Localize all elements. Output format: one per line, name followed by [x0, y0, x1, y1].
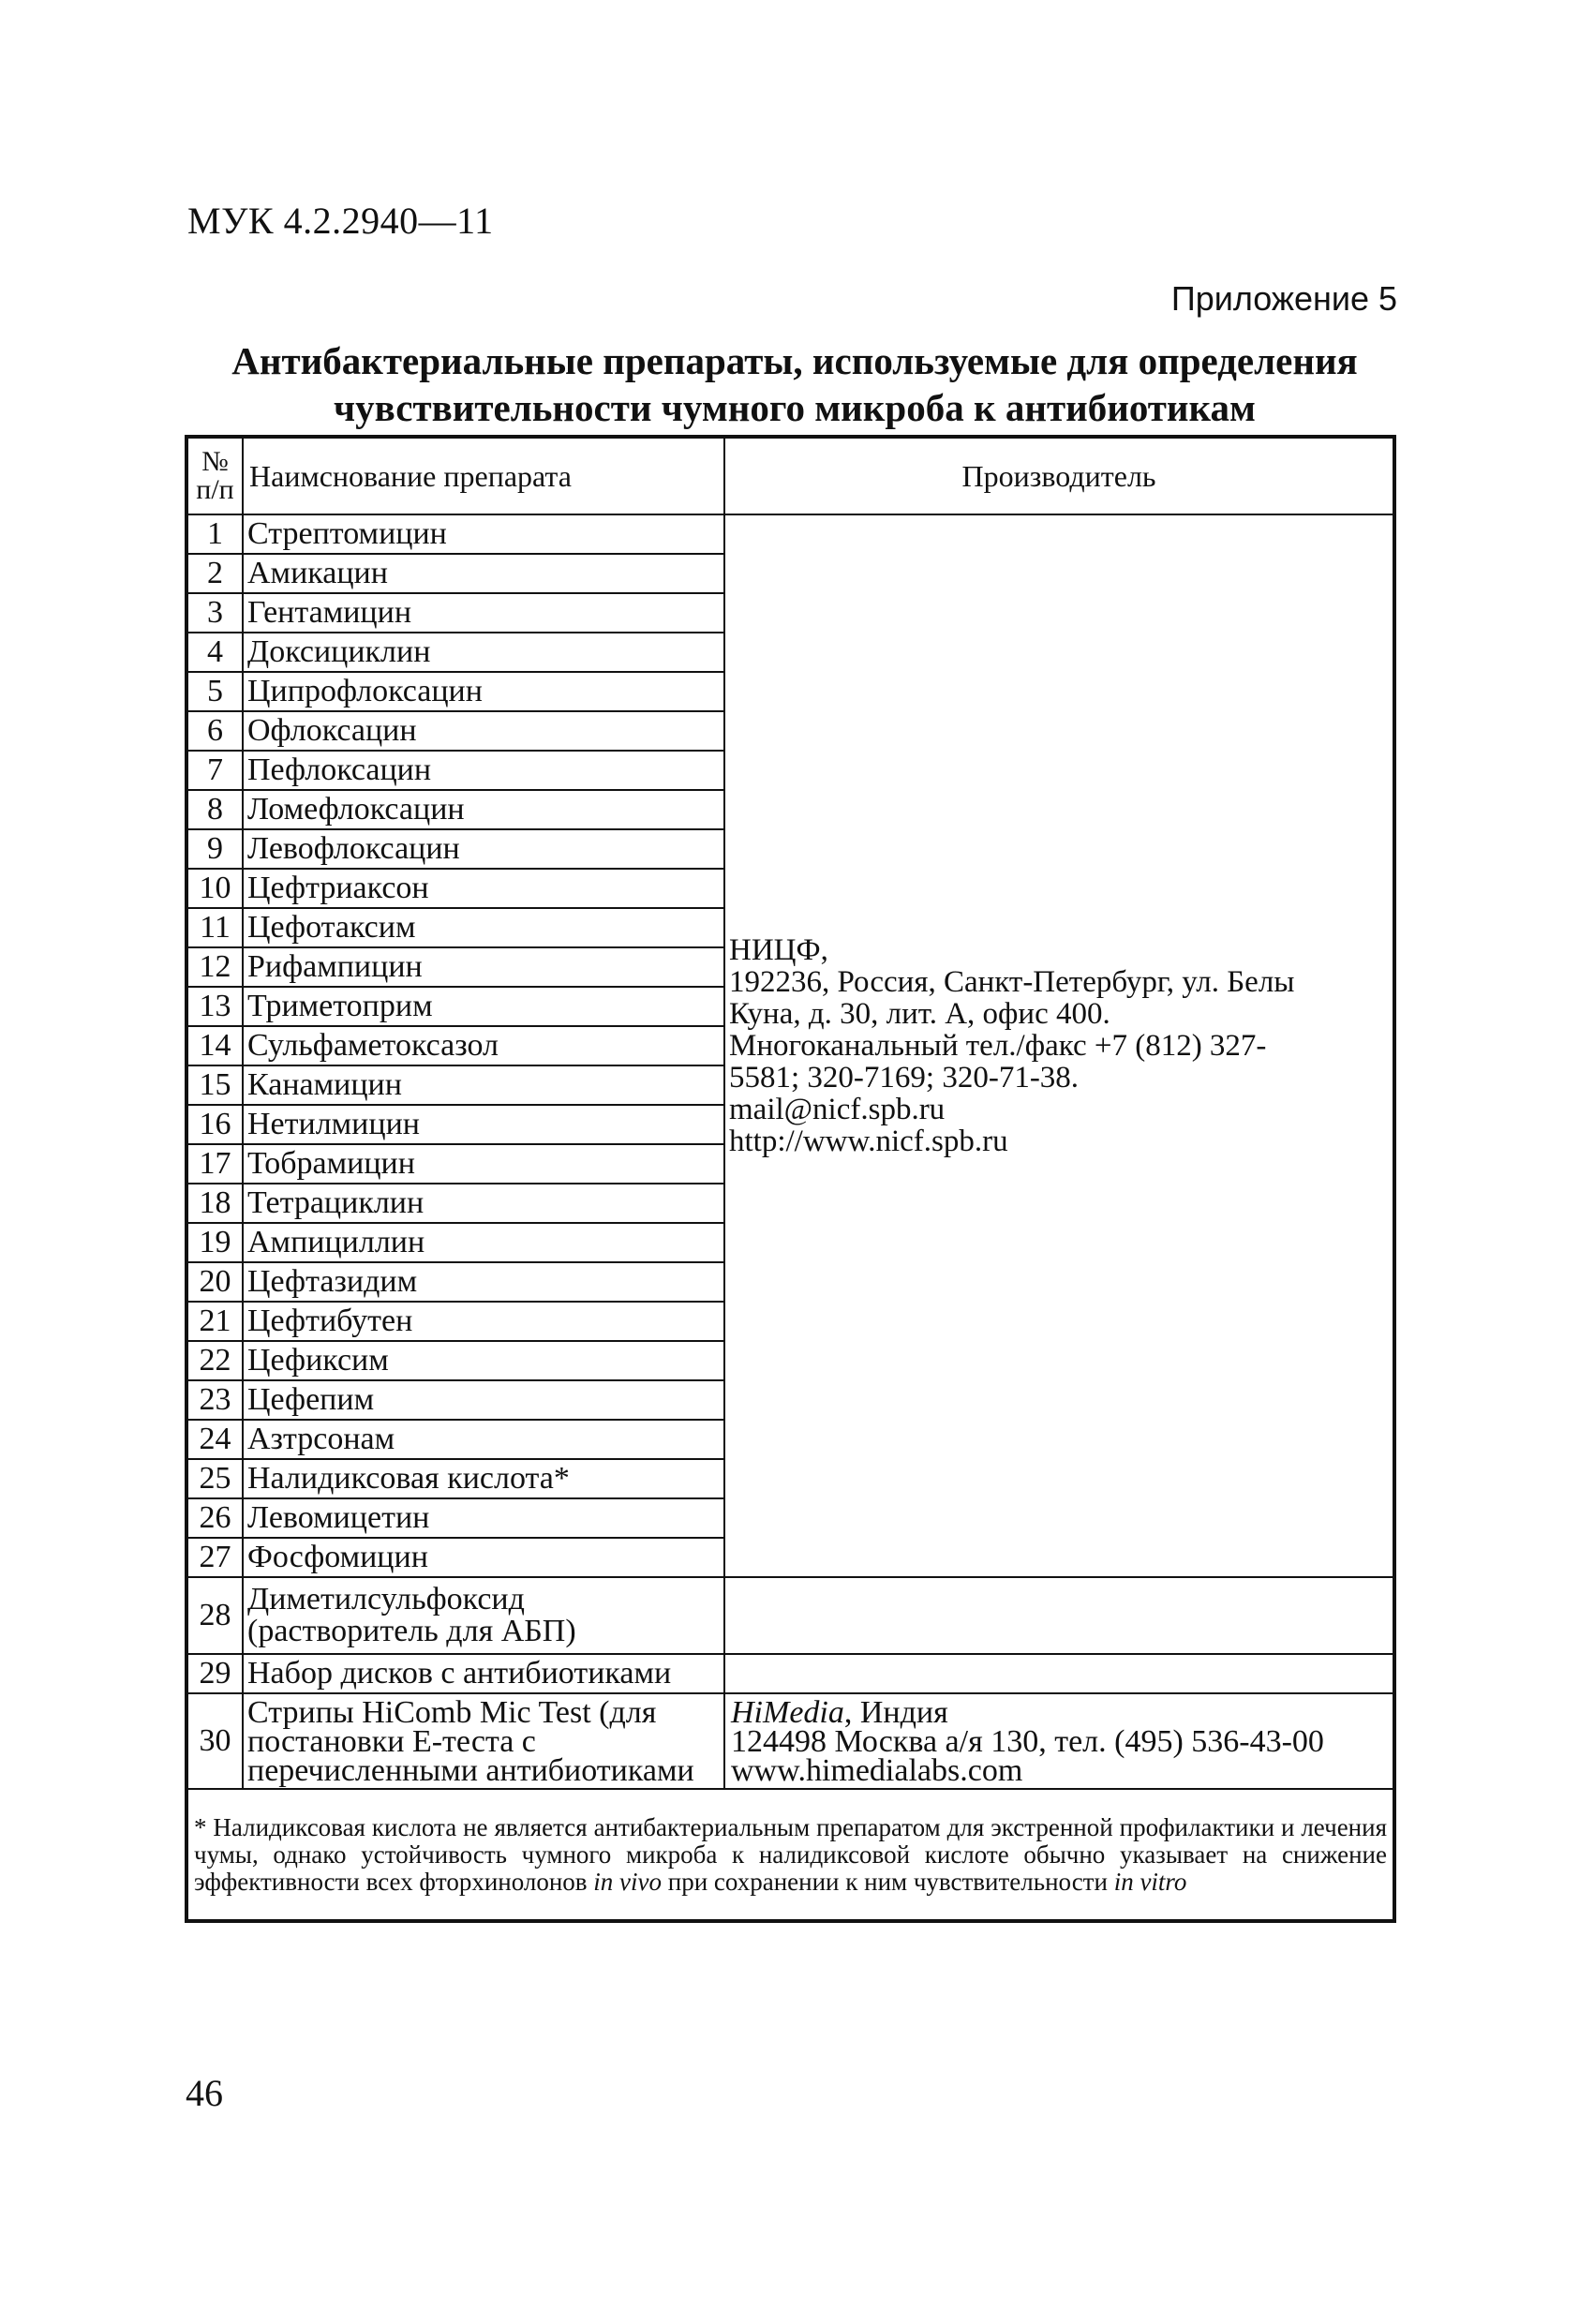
- footnote-in-vivo: in vivo: [593, 1867, 663, 1896]
- row-number: 6: [186, 711, 243, 751]
- row-name: Нетилмицин: [243, 1105, 724, 1144]
- row-number: 5: [186, 672, 243, 711]
- manufacturer-nicf: [724, 514, 1394, 1577]
- row-name: Цефиксим: [243, 1341, 724, 1380]
- row-name: Набор дисков с антибиотиками: [243, 1654, 724, 1693]
- row-name: Диметилсульфоксид (растворитель для АБП): [243, 1577, 724, 1654]
- row-name: Ломефлоксацин: [243, 790, 724, 829]
- row-name: Цефтазидим: [243, 1262, 724, 1302]
- row-name: Доксициклин: [243, 633, 724, 672]
- row-number: 18: [186, 1184, 243, 1223]
- row-number: 10: [186, 869, 243, 908]
- row-number: 4: [186, 633, 243, 672]
- row-number: 12: [186, 947, 243, 987]
- table-footnote-row: [186, 1789, 1394, 1921]
- column-header-number: [186, 437, 243, 514]
- row-name: Цефтибутен: [243, 1302, 724, 1341]
- row-number: 24: [186, 1420, 243, 1459]
- row-number: 25: [186, 1459, 243, 1498]
- himedia-brand: HiMedia: [731, 1694, 844, 1730]
- row-number: 17: [186, 1144, 243, 1184]
- row-manufacturer: [724, 1577, 1394, 1654]
- row-number: 22: [186, 1341, 243, 1380]
- document-code: МУК 4.2.2940—11: [187, 200, 494, 242]
- nicf-line1: НИЦФ,: [729, 933, 828, 967]
- row-name: Пефлоксацин: [243, 751, 724, 790]
- footnote-part-2: при сохранении к ним чувствительности: [662, 1867, 1114, 1896]
- row-number: 19: [186, 1223, 243, 1262]
- row-number: 1: [186, 514, 243, 554]
- row-name: Левомицетин: [243, 1498, 724, 1538]
- row-name: Амикацин: [243, 554, 724, 593]
- page-title: [183, 337, 1407, 431]
- row-name: Цефотаксим: [243, 908, 724, 947]
- number-sign: №: [201, 446, 229, 477]
- row-name: Азтрсонам: [243, 1420, 724, 1459]
- row-number: 9: [186, 829, 243, 869]
- row-name: Ампициллин: [243, 1223, 724, 1262]
- row-name: Рифампицин: [243, 947, 724, 987]
- row-number: 27: [186, 1538, 243, 1577]
- row-name: Триметоприм: [243, 987, 724, 1026]
- row-manufacturer-himedia: [724, 1693, 1394, 1789]
- nicf-line3: Куна, д. 30, лит. А, офис 400.: [729, 997, 1110, 1031]
- row-number: 29: [186, 1654, 243, 1693]
- nicf-line4: Многоканальный тел./факс +7 (812) 327-: [729, 1029, 1267, 1063]
- row-name: Фосфомицин: [243, 1538, 724, 1577]
- antibiotics-table: [185, 435, 1396, 1923]
- nicf-line2: 192236, Россия, Санкт-Петербург, ул. Белы: [729, 965, 1295, 999]
- row-name: Гентамицин: [243, 593, 724, 633]
- footnote-in-vitro: in vitro: [1113, 1867, 1187, 1896]
- row-name: Офлоксацин: [243, 711, 724, 751]
- row-number: 16: [186, 1105, 243, 1144]
- row-number: 20: [186, 1262, 243, 1302]
- row-name: Канамицин: [243, 1065, 724, 1105]
- row-number: 23: [186, 1380, 243, 1420]
- himedia-address: 124498 Москва а/я 130, тел. (495) 536-43-00: [731, 1723, 1324, 1759]
- row-number: 21: [186, 1302, 243, 1341]
- row-number: 2: [186, 554, 243, 593]
- row-number: 11: [186, 908, 243, 947]
- footnote-part-1: * Налидиксовая кислота не является антибактериальным препаратом для экстренной профилактики и лечения чумы, однако устойчивость чумного микроба к налидиксовой кислоте обычно указывает на снижение эффективности всех фторхинолонов: [194, 1812, 1387, 1896]
- row-name: Стрептомицин: [243, 514, 724, 554]
- himedia-country: , Индия: [843, 1694, 948, 1730]
- himedia-site: www.himedialabs.com: [731, 1752, 1023, 1788]
- title-line-2: чувствительности чумного микроба к антибиотикам: [334, 386, 1256, 429]
- row-number: 28: [186, 1577, 243, 1654]
- row-number: 13: [186, 987, 243, 1026]
- nicf-line5: 5581; 320-7169; 320-71-38.: [729, 1061, 1080, 1095]
- row-name: Стрипы HiComb Mic Test (для постановки Е-теста с перечисленными антибиотиками: [243, 1693, 724, 1789]
- table-row: [186, 1577, 1394, 1654]
- row-name: Тетрациклин: [243, 1184, 724, 1223]
- row-number: 30: [186, 1693, 243, 1789]
- title-line-1: Антибактериальные препараты, используемые для определения: [231, 339, 1358, 382]
- table-row: [186, 514, 1394, 554]
- row-name: Цефепим: [243, 1380, 724, 1420]
- table-row: [186, 1654, 1394, 1693]
- row-number: 14: [186, 1026, 243, 1065]
- nicf-line6: mail@nicf.spb.ru: [729, 1093, 946, 1126]
- nicf-line7: http://www.nicf.spb.ru: [729, 1125, 1008, 1158]
- row-manufacturer: [724, 1654, 1394, 1693]
- column-header-name: Наимснование препарата: [243, 437, 724, 514]
- row-name: Тобрамицин: [243, 1144, 724, 1184]
- row-number: 8: [186, 790, 243, 829]
- column-header-manufacturer: Производитель: [724, 437, 1394, 514]
- row-name: Левофлоксацин: [243, 829, 724, 869]
- row-number: 15: [186, 1065, 243, 1105]
- row-name: Ципрофлоксацин: [243, 672, 724, 711]
- row-number: 3: [186, 593, 243, 633]
- row-number: 7: [186, 751, 243, 790]
- page-number: 46: [186, 2072, 223, 2114]
- row-name: Цефтриаксон: [243, 869, 724, 908]
- appendix-label: Приложение 5: [1170, 279, 1397, 318]
- row-name: Налидиксовая кислота*: [243, 1459, 724, 1498]
- footnote: [186, 1789, 1394, 1921]
- row-name: Сульфаметоксазол: [243, 1026, 724, 1065]
- table-row: [186, 1693, 1394, 1789]
- row-number: 26: [186, 1498, 243, 1538]
- number-abbrev: п/п: [196, 474, 234, 505]
- table-header-row: [186, 437, 1394, 514]
